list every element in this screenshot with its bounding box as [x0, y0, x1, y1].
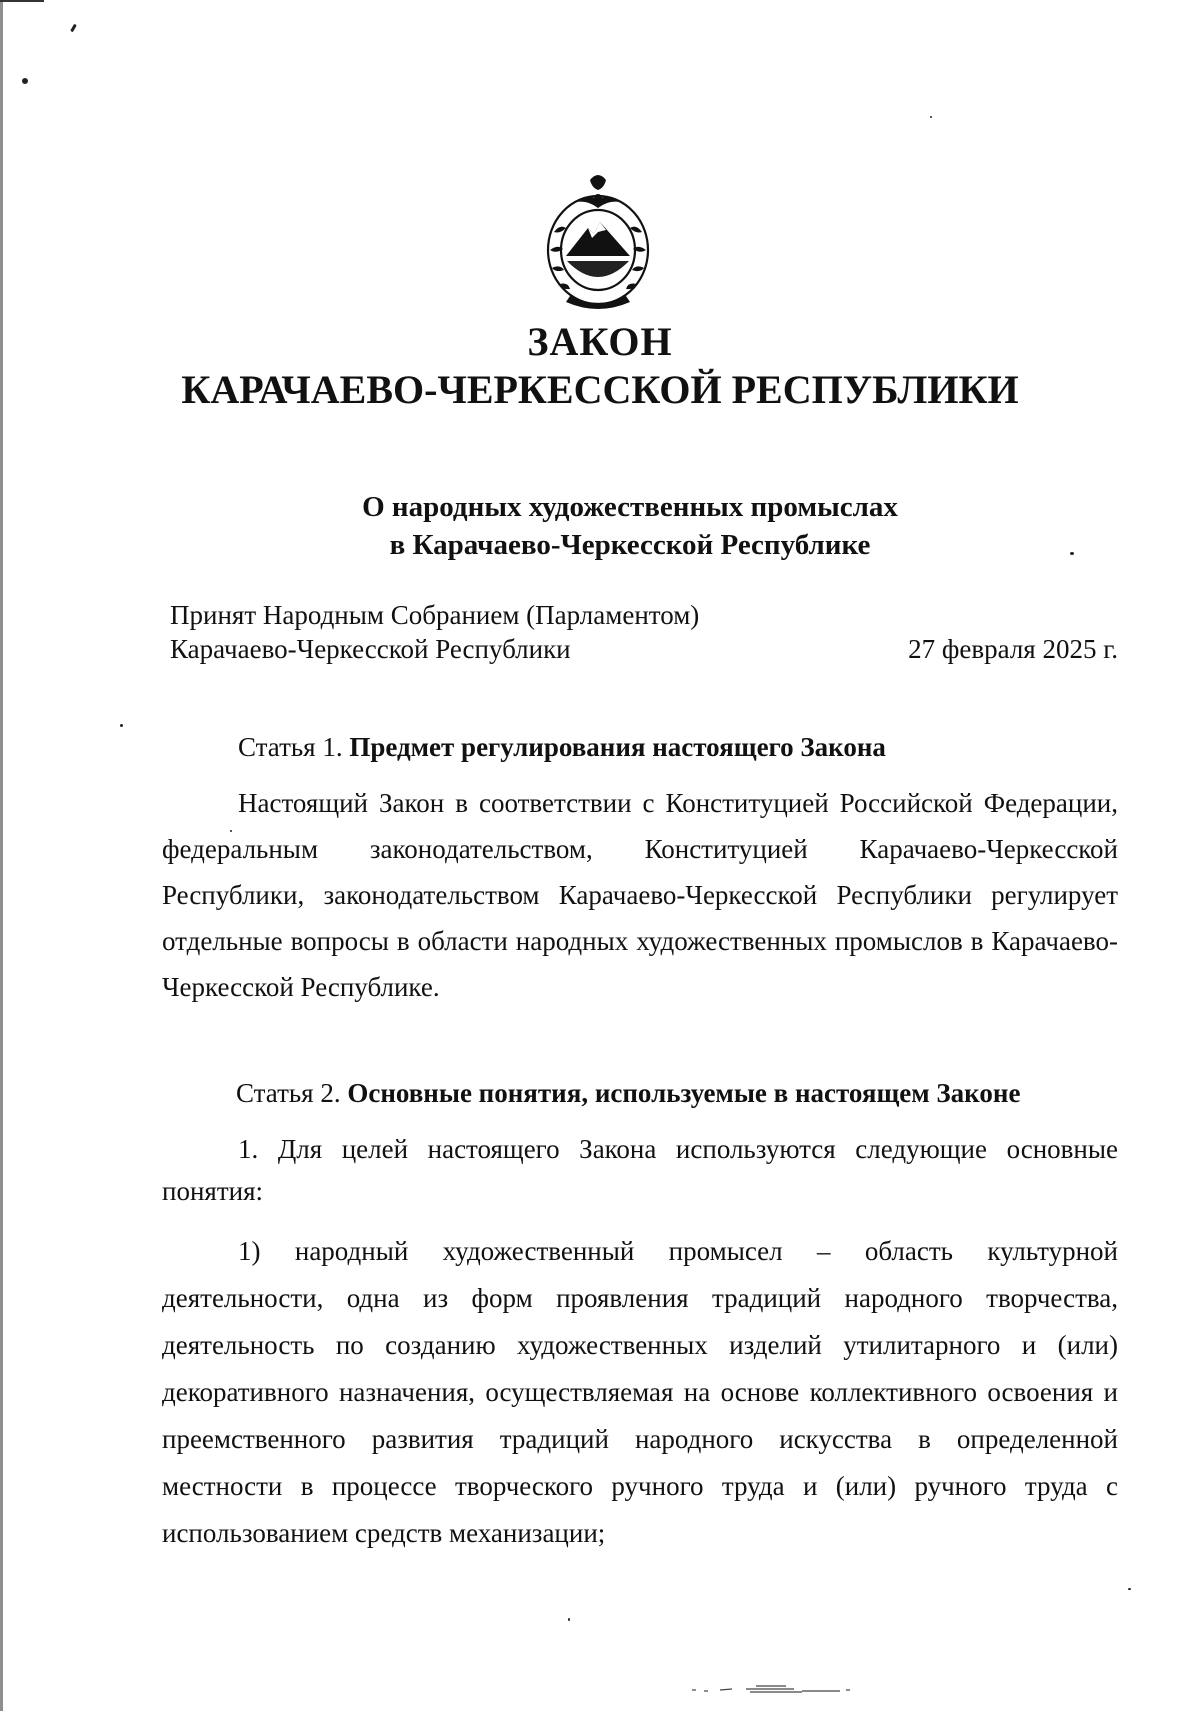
article-paragraph: 1. Для целей настоящего Закона используются следующие основные понятия: [162, 1134, 1118, 1206]
adoption-date: 27 февраля 2025 г. [908, 634, 1118, 664]
law-subject-line: О народных художественных промыслах [362, 491, 898, 523]
scan-speck [70, 24, 77, 32]
scan-speck [1070, 552, 1074, 555]
article-label: Статья 1. [238, 732, 343, 762]
coat-of-arms-icon [536, 172, 660, 312]
article-title: Основные понятия, используемые в настоящем Законе [347, 1078, 1021, 1108]
article-heading [238, 730, 886, 764]
scan-noise-mark [690, 1680, 870, 1700]
article-paragraph: 1) народный художественный промысел – область культурной деятельности, одна из форм проявления традиций народного творчества, деятельность по созданию художественных изделий утилитарного и (или) декоративного назначения, осуществляемая на основе коллективного освоения и преемственного развития традиций народного искусства в определенной местности в процессе творческого ручного труда и (или) ручного труда с использованием средств механизации; [162, 1236, 1118, 1548]
scan-speck [22, 78, 28, 84]
scan-edge-mark [0, 0, 3, 1711]
law-title: ЗАКОН [527, 319, 673, 364]
scan-speck [1128, 1588, 1131, 1590]
law-subject [310, 488, 950, 564]
article-title: Предмет регулирования настоящего Закона [349, 732, 886, 762]
adoption-line: Принят Народным Собранием (Парламентом) [170, 600, 700, 630]
article-paragraph: Настоящий Закон в соответствии с Конституцией Российской Федерации, федеральным законодательством, Конституцией Карачаево-Черкесской Республики, законодательством Карачаево-Черкесской Республики регулирует отдельные вопросы в области народных художественных промыслов в Карачаево-Черкесской Республике. [162, 788, 1118, 1002]
adoption-statement [170, 598, 699, 666]
adoption-line: Карачаево-Черкесской Республики [170, 634, 571, 664]
law-issuer: КАРАЧАЕВО-ЧЕРКЕССКОЙ РЕСПУБЛИКИ [181, 367, 1019, 412]
scan-speck [120, 724, 123, 727]
law-subject-line: в Карачаево-Черкесской Республике [389, 529, 871, 561]
article-label: Статья 2. [236, 1078, 341, 1108]
scan-speck [930, 116, 932, 118]
scan-edge-mark-top [0, 0, 44, 2]
scan-speck [568, 1618, 570, 1621]
article-heading [236, 1076, 1020, 1110]
